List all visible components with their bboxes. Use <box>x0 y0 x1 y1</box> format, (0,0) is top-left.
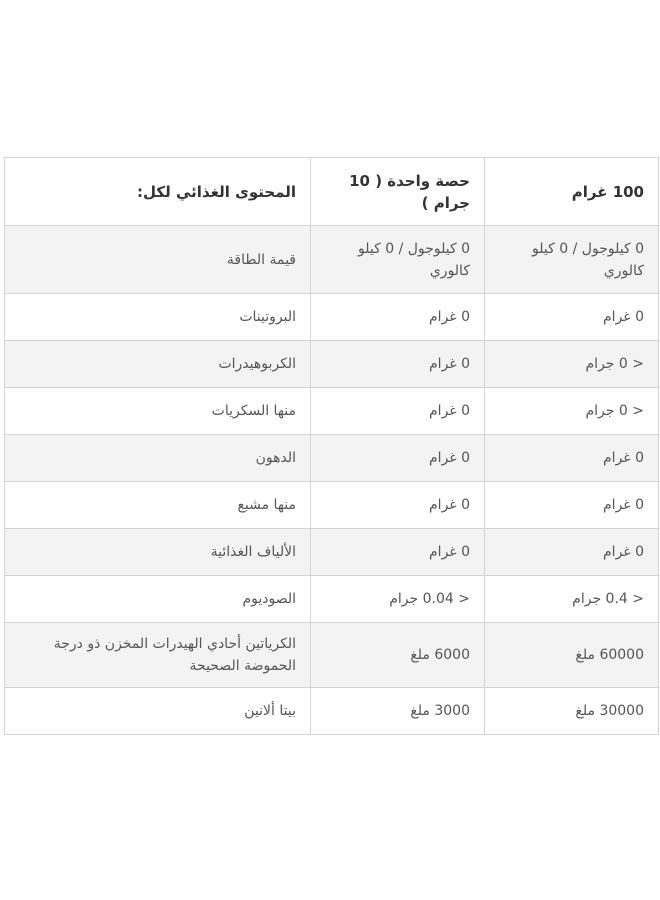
row-serving-value: 0 غرام <box>311 294 485 341</box>
row-serving-value: < 0.04 جرام <box>311 576 485 623</box>
row-serving-value: 0 غرام <box>311 388 485 435</box>
table-row <box>5 388 659 435</box>
table-row <box>5 435 659 482</box>
row-label: منها السكريات <box>5 388 311 435</box>
row-per100-value: 60000 ملغ <box>485 623 659 688</box>
table-row <box>5 294 659 341</box>
table-row <box>5 688 659 735</box>
nutrition-table <box>4 157 659 735</box>
row-serving-value: 0 غرام <box>311 529 485 576</box>
row-label: قيمة الطاقة <box>5 226 311 294</box>
table-row <box>5 623 659 688</box>
row-per100-value: < 0 جرام <box>485 341 659 388</box>
row-label: الكرياتين أحادي الهيدرات المخزن ذو درجة الحموضة الصحيحة <box>5 623 311 688</box>
row-per100-value: < 0.4 جرام <box>485 576 659 623</box>
table-row <box>5 529 659 576</box>
row-per100-value: < 0 جرام <box>485 388 659 435</box>
row-serving-value: 0 غرام <box>311 435 485 482</box>
header-per-100g: 100 غرام <box>485 158 659 226</box>
row-serving-value: 0 غرام <box>311 482 485 529</box>
table-row <box>5 341 659 388</box>
table-row <box>5 226 659 294</box>
row-label: بيتا ألانين <box>5 688 311 735</box>
row-serving-value: 3000 ملغ <box>311 688 485 735</box>
row-label: الألياف الغذائية <box>5 529 311 576</box>
header-serving: حصة واحدة ( 10 جرام ) <box>311 158 485 226</box>
table-row <box>5 576 659 623</box>
row-label: الصوديوم <box>5 576 311 623</box>
header-label: المحتوى الغذائي لكل: <box>5 158 311 226</box>
table-header-row <box>5 158 659 226</box>
row-per100-value: 30000 ملغ <box>485 688 659 735</box>
row-serving-value: 0 كيلوجول / 0 كيلو كالوري <box>311 226 485 294</box>
row-label: الكربوهيدرات <box>5 341 311 388</box>
row-label: منها مشبع <box>5 482 311 529</box>
row-per100-value: 0 غرام <box>485 529 659 576</box>
row-per100-value: 0 كيلوجول / 0 كيلو كالوري <box>485 226 659 294</box>
row-per100-value: 0 غرام <box>485 482 659 529</box>
row-label: البروتينات <box>5 294 311 341</box>
row-per100-value: 0 غرام <box>485 435 659 482</box>
row-serving-value: 6000 ملغ <box>311 623 485 688</box>
table-row <box>5 482 659 529</box>
row-serving-value: 0 غرام <box>311 341 485 388</box>
row-per100-value: 0 غرام <box>485 294 659 341</box>
row-label: الدهون <box>5 435 311 482</box>
